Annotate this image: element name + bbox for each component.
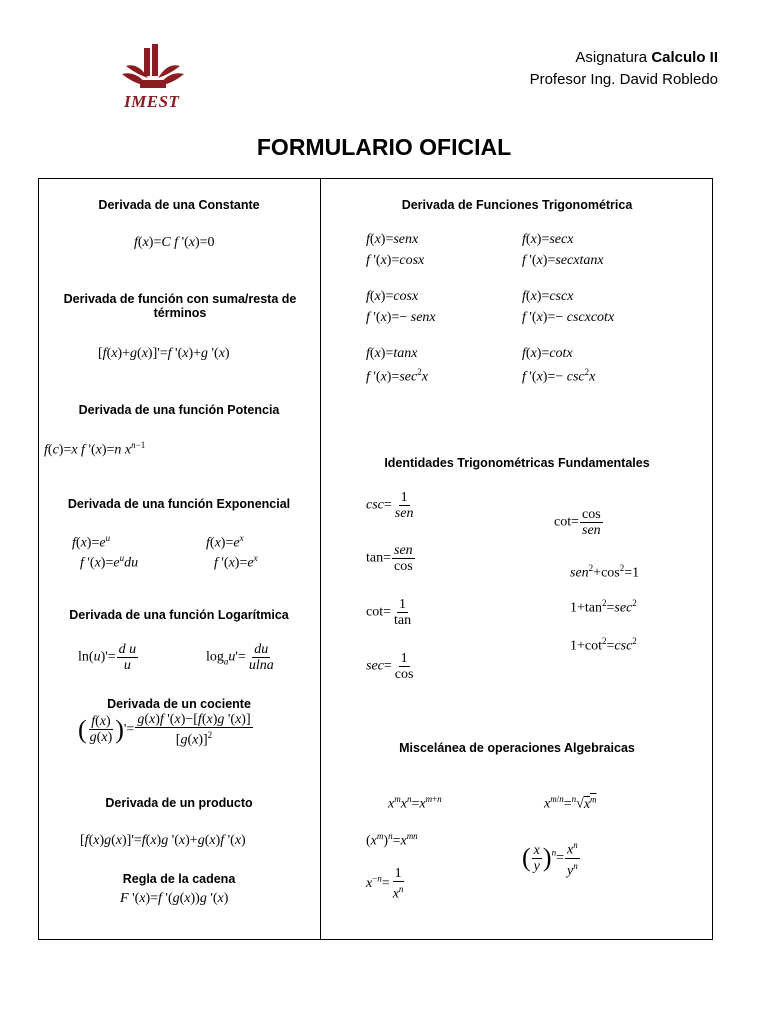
identity-cot-tan: cot= $\frac{1}{\tan}$ [366, 597, 412, 628]
formula-tanx-deriv: f '$(x)=\sec^2x$ [366, 367, 428, 385]
formula-tanx: f(x)=tanx [366, 346, 418, 361]
formula-cosx: f(x)=cosx [366, 289, 419, 304]
page-title: FORMULARIO OFICIAL [256, 134, 512, 160]
heading-cadena: Regla de la cadena [122, 872, 236, 886]
formula-exp-ex: $f(x)=e^x$ [206, 533, 244, 551]
subject-prefix: Asignatura [575, 49, 652, 66]
identity-cot-csc: $1+\cot^2=\csc^2$ [570, 636, 637, 654]
subject-line [575, 49, 718, 66]
identity-sec: sec= $\frac{1}{\cos}$ [366, 651, 414, 682]
formula-potencia: f(c)=x f '(x)=n $x^{n-1}$ [44, 440, 146, 458]
identity-pythagorean: $sen^2+\cos^2=1$ [570, 563, 640, 581]
heading-suma: Derivada de función con suma/resta de términos [63, 292, 297, 320]
formula-cscx-deriv: f '(x)=− cscxcotx [522, 310, 615, 325]
identity-tan: tan= $\frac{\text{sen}}{\cos}$ [366, 543, 413, 574]
formula-senx-deriv: f '(x)=cosx [366, 253, 425, 268]
heading-cociente: Derivada de un cociente [107, 697, 251, 711]
heading-potencia: Derivada de una función Potencia [78, 403, 280, 417]
formula-senx: f(x)=senx [366, 232, 419, 247]
formula-cociente: ( $\frac{f(x)}{g(x)}$ )'= $\frac{g(x)f '(x)-[f(x)g '(x)]}{[g(x)]^2}$ [78, 712, 251, 748]
algebra-product: $x^mx^n=x^{m+n}$ [388, 794, 442, 812]
subject-name: Calculo II [651, 49, 718, 66]
formula-secx-deriv: f '(x)=secxtanx [522, 253, 604, 268]
algebra-root: $x^{m/n}=^n√x^m$ [544, 794, 597, 812]
formula-constante: f(x)=C f '(x)=0 [134, 235, 215, 250]
identity-csc: csc= $\frac{1}{\text{sen}}$ [366, 490, 414, 521]
identity-cot-cos: cot= $\frac{\cos}{\text{sen}}$ [554, 507, 601, 538]
algebra-quotient-power: ( $\frac{x}{y}$ )$^n$= $\frac{x^n}{y^n}$ [522, 840, 578, 879]
formula-log-a: $\log_au'=$ $\frac{du}{ulna}$ [206, 642, 274, 673]
algebra-negative: $x^{-n}=$ $\frac{1}{x^n}$ [366, 866, 404, 902]
formula-ln: ln(u)'= $\frac{\text{d u}}{u}$ [78, 642, 137, 673]
formula-producto: [f(x)g(x)]'=f(x)g '(x)+g(x)f '(x) [80, 833, 246, 848]
heading-misc: Miscelánea de operaciones Algebraicas [399, 741, 635, 755]
algebra-power: $(x^m)^n=x^{mn}$ [366, 831, 418, 849]
identity-tan-sec: $1+\tan^2=\sec^2$ [570, 598, 637, 616]
column-divider [320, 178, 321, 940]
formula-cotx-deriv: f '$(x)=- \csc^2x$ [522, 367, 596, 385]
formula-secx: f(x)=secx [522, 232, 574, 247]
heading-log: Derivada de una función Logarítmica [69, 608, 289, 622]
heading-exponencial: Derivada de una función Exponencial [67, 497, 291, 511]
heading-constante: Derivada de una Constante [98, 198, 260, 212]
formula-suma: [f(x)+g(x)]'=f '(x)+g '(x) [98, 346, 230, 361]
formula-cscx: f(x)=cscx [522, 289, 574, 304]
professor-line: Profesor Ing. David Robledo [529, 71, 718, 88]
formula-exp-eu-deriv: f '$(x)=e^udu$ [80, 553, 139, 571]
formula-cotx: f(x)=cotx [522, 346, 573, 361]
formula-exp-ex-deriv: f '$(x)=e^x$ [214, 553, 258, 571]
heading-producto: Derivada de un producto [105, 796, 253, 810]
heading-trig: Derivada de Funciones Trigonométrica [401, 198, 633, 212]
formula-cadena: F '(x)=f '(g(x))g '(x) [120, 891, 229, 906]
logo-text: IMEST [124, 92, 180, 111]
formula-cosx-deriv: f '(x)=− senx [366, 310, 436, 325]
heading-identidades: Identidades Trigonométricas Fundamentales [384, 456, 650, 470]
formula-exp-eu: $f(x)=e^u$ [72, 533, 111, 551]
